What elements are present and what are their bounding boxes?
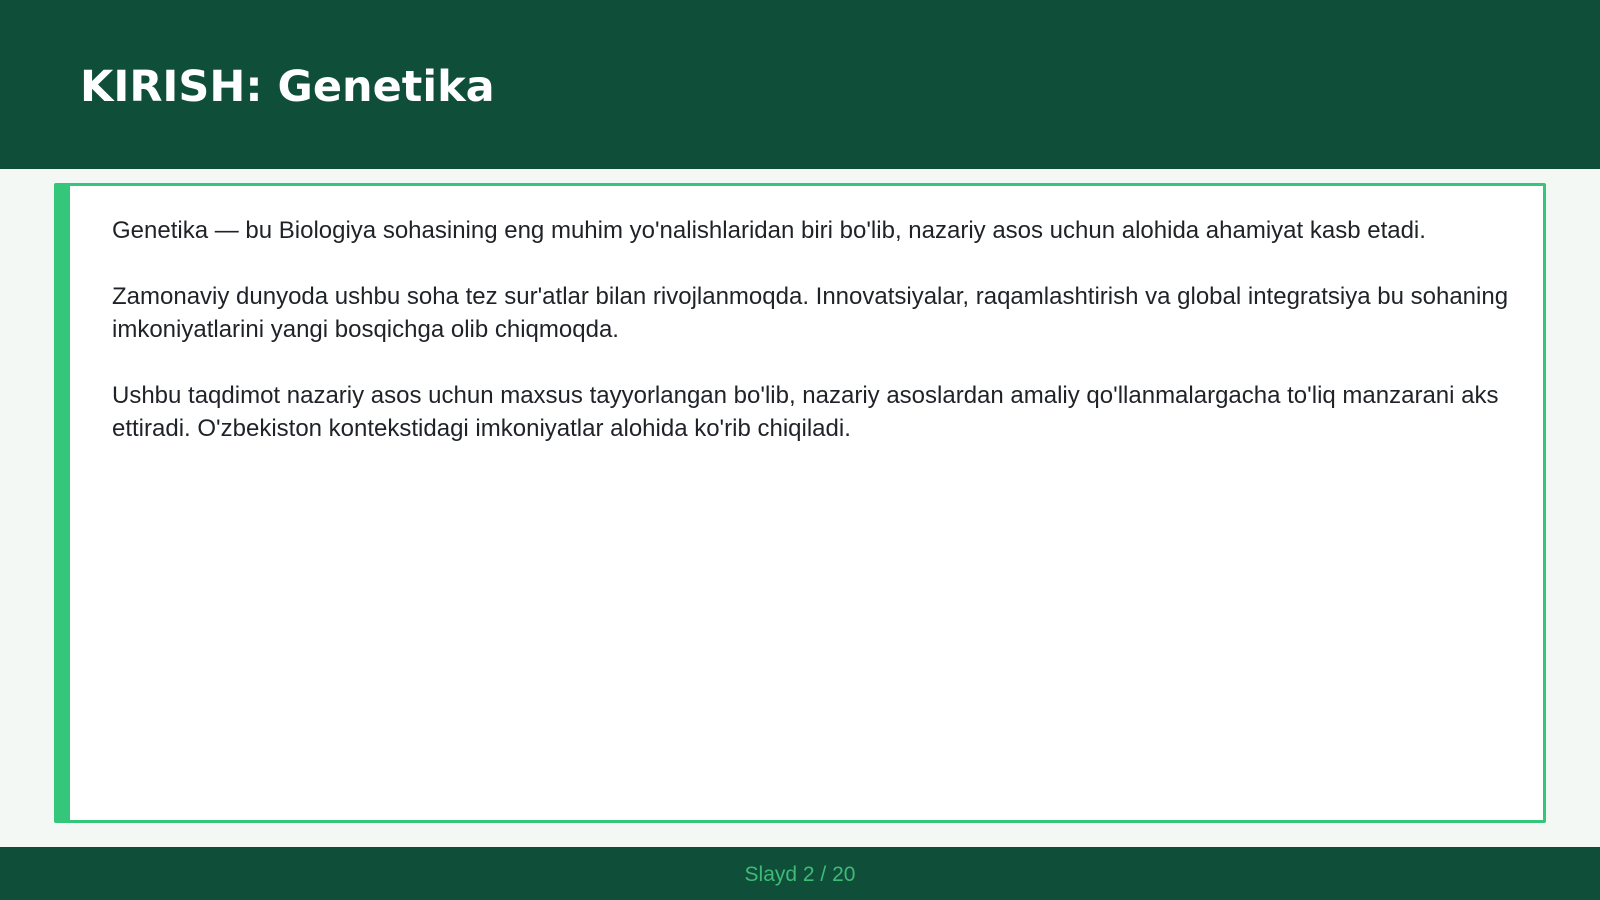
- content-text: [112, 214, 1513, 478]
- paragraph-modern-world: Zamonaviy dunyoda ushbu soha tez sur'atlar bilan rivojlanmoqda. Innovatsiyalar, raqamlashtirish va global integratsiya bu sohaning imkoniyatlarini yangi bosqichga olib chiqmoqda.: [112, 283, 1509, 343]
- slide-title: KIRISH: Genetika: [80, 62, 495, 112]
- slide-header: [0, 0, 1600, 169]
- paragraph-intro: Genetika — bu Biologiya sohasining eng muhim yo'nalishlaridan biri bo'lib, nazariy asos uchun alohida ahamiyat kasb etadi.: [112, 217, 1426, 244]
- slide-footer: [0, 847, 1600, 900]
- content-card: [54, 183, 1546, 823]
- slide-counter: Slayd 2 / 20: [744, 863, 856, 886]
- paragraph-presentation-scope: Ushbu taqdimot nazariy asos uchun maxsus tayyorlangan bo'lib, nazariy asoslardan amaliy qo'llanmalargacha to'liq manzarani aks ettiradi. O'zbekiston kontekstidagi imkoniyatlar alohida ko'rib chiqiladi.: [112, 382, 1499, 442]
